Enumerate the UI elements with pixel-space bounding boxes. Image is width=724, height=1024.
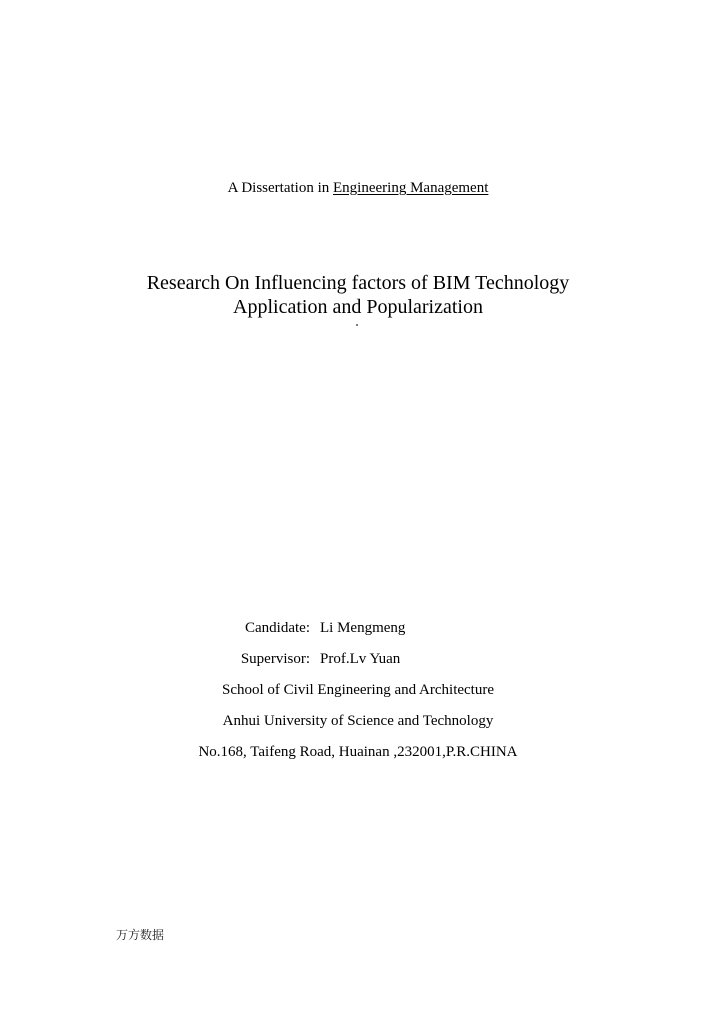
- candidate-label: Candidate:: [245, 620, 310, 636]
- supervisor-name: Prof.Lv Yuan: [320, 651, 401, 667]
- stray-dot: [356, 324, 358, 326]
- supervisor-label: Supervisor:: [240, 651, 310, 667]
- title-line-1: Research On Influencing factors of BIM Technology: [146, 272, 570, 294]
- wanfang-watermark: 万方数据: [116, 928, 165, 942]
- dissertation-prefix: A Dissertation in: [227, 180, 330, 196]
- title-line-2: Application and Popularization: [233, 296, 483, 318]
- dissertation-field: Engineering Management: [333, 180, 489, 196]
- dissertation-subtitle: [0, 178, 716, 198]
- university-name: Anhui University of Science and Technology: [222, 713, 494, 729]
- candidate-name: Li Mengmeng: [320, 620, 406, 636]
- postal-address: No.168, Taifeng Road, Huainan ,232001,P.R.CHINA: [198, 744, 518, 760]
- school-name: School of Civil Engineering and Architecture: [221, 682, 494, 698]
